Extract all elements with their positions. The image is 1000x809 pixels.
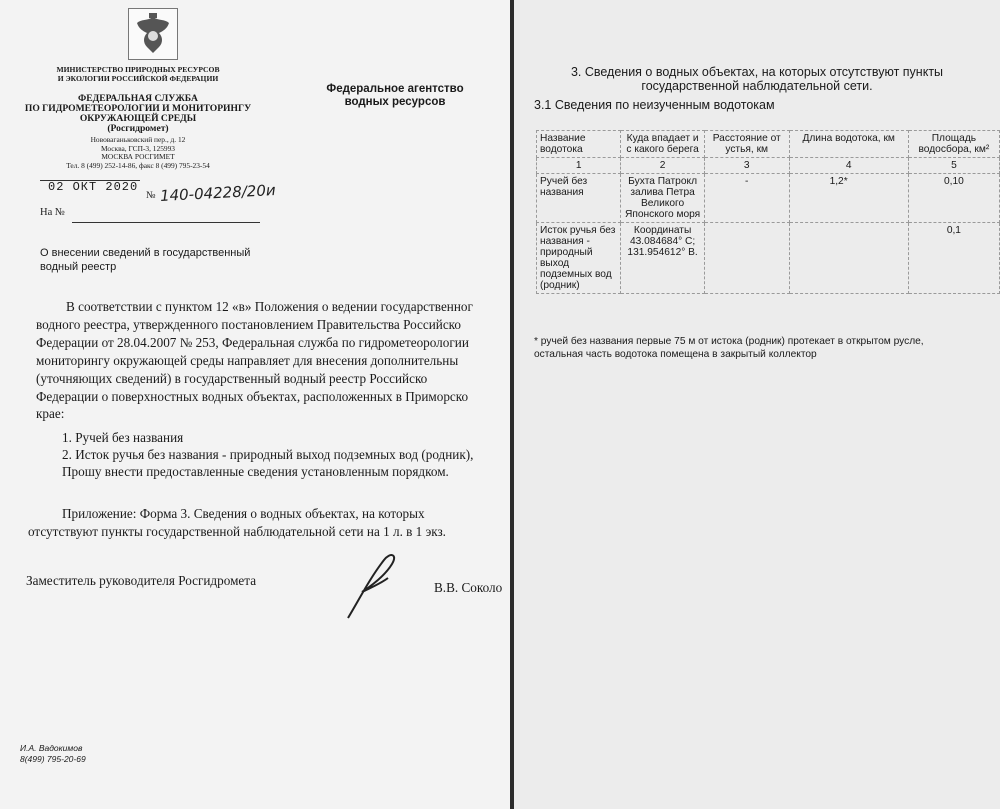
table-footnote: * ручей без названия первые 75 м от истока (родник) протекает в открытом русле, остальная часть водотока помещена в закрытый коллектор: [534, 336, 924, 360]
column-header: Длина водотока, км: [789, 131, 908, 158]
table-row: Ручей без названия Бухта Патрокл залива Петра Великого Японского моря - 1,2* 0,10: [537, 174, 1000, 223]
letter-body: В соответствии с пунктом 12 «в» Положения о ведении государственног водного реестра, утвержденного постановлением Правительства Российско Федерации от 28.04.2007 № 253, Федеральная служба по гидрометеорологии мониторингу окружающей среды направляет для внесения дополнительны (уточняющих сведений) в государственный водный реестр Российско Федерации о поверхностных водных объектах, расположенных в Приморско крае:: [36, 299, 473, 422]
column-number-row: 1 2 3 4 5: [537, 158, 1000, 174]
ministry-header: МИНИСТЕРСТВО ПРИРОДНЫХ РЕСУРСОВ И ЭКОЛОГИИ РОССИЙСКОЙ ФЕДЕРАЦИИ: [56, 65, 220, 83]
letter-subject: О внесении сведений в государственный водный реестр: [40, 247, 251, 273]
appendix: Приложение: Форма 3. Сведения о водных объектах, на которых отсутствуют пункты государственной наблюдательной сети на 1 л. в 1 экз.: [28, 506, 446, 539]
column-header: Куда впадает и с какого берега: [621, 131, 705, 158]
executor-info: И.А. Вадокимов 8(499) 795-20-69: [20, 743, 86, 764]
table-row: Исток ручья без названия - природный выход подземных вод (родник) Координаты 43.084684° С; 131.954612° В. 0,1: [537, 223, 1000, 294]
column-header: Площадь водосбора, км²: [908, 131, 999, 158]
watercourses-table: [536, 130, 1000, 294]
handwritten-signature: [340, 548, 410, 623]
list-item: 2. Исток ручья без названия - природный выход подземных вод (родник),: [62, 447, 474, 462]
objects-list: [62, 429, 473, 480]
recipient: Федеральное агентство водных ресурсов: [326, 83, 464, 108]
number-prefix: №: [146, 190, 156, 201]
column-header: Расстояние от устья, км: [704, 131, 789, 158]
list-item: Прошу внести предоставленные сведения установленным порядком.: [62, 464, 449, 479]
registration-number: 140-04228/20и: [159, 180, 277, 206]
table-header-row: [537, 131, 1000, 158]
address-block: Нововаганьковский пер., д. 12 Москва, ГСП-3, 125993 МОСКВА РОСГИМЕТ Тел. 8 (499) 252-14-86, факс 8 (499) 795-23-54: [66, 135, 210, 170]
form-page: [514, 0, 1000, 809]
coat-of-arms-icon: [128, 8, 178, 60]
reference-label: На №: [40, 207, 65, 218]
form-subheading: 3.1 Сведения по неизученным водотокам: [534, 98, 775, 112]
signer-position: Заместитель руководителя Росгидромета: [26, 573, 257, 588]
service-header: ФЕДЕРАЛЬНАЯ СЛУЖБА ПО ГИДРОМЕТЕОРОЛОГИИ И МОНИТОРИНГУ ОКРУЖАЮЩЕЙ СРЕДЫ (Росгидромет): [24, 93, 252, 134]
reference-underline: [72, 222, 260, 223]
registration-date: 02 ОКТ 2020: [48, 180, 139, 194]
column-header: Название водотока: [537, 131, 621, 158]
list-item: 1. Ручей без названия: [62, 430, 184, 445]
date-underline: [40, 180, 140, 181]
form-heading: 3. Сведения о водных объектах, на которых отсутствуют пункты государственной наблюдательной сети.: [570, 65, 944, 93]
signer-name: В.В. Соколо: [434, 580, 503, 595]
